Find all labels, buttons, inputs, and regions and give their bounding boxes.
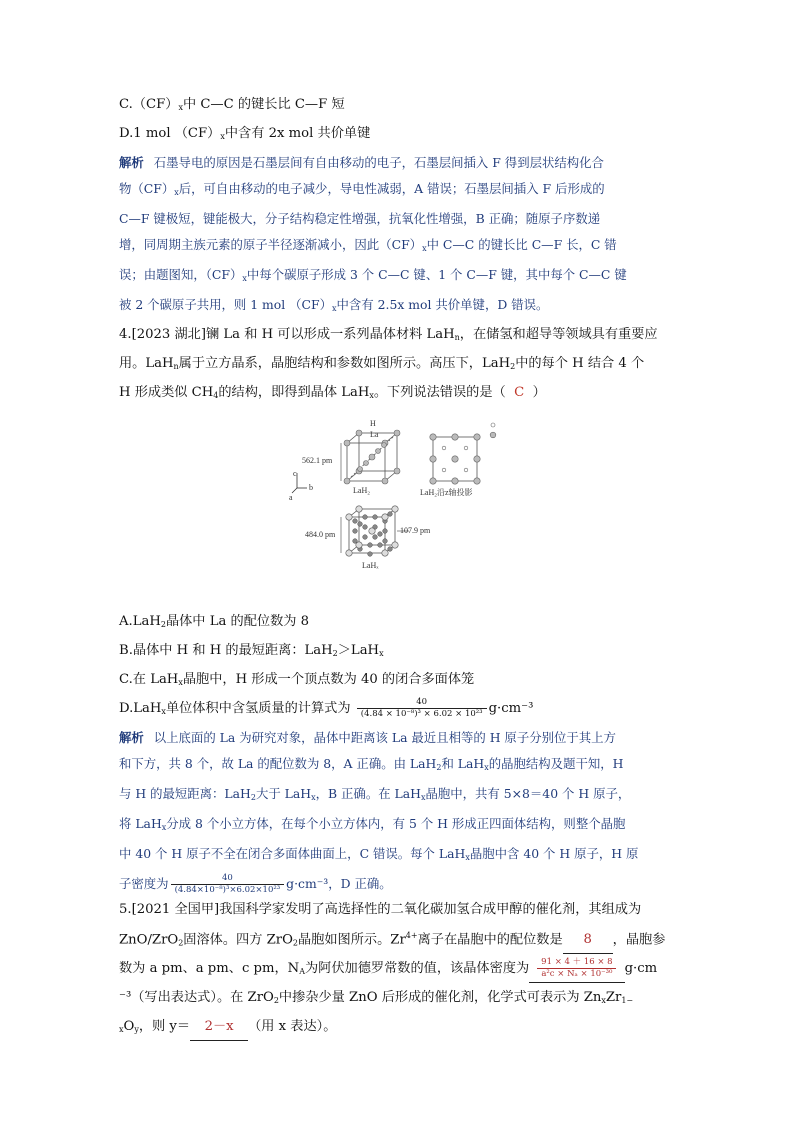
- document-page: [119, 92, 679, 1043]
- legend-h-label: H: [370, 419, 376, 428]
- answer-blank-2[interactable]: [529, 956, 624, 983]
- exp-line: 被 2 个碳原子共用，则 1 mol $(CF)_x$中含有 2.5x mol 共价单键，D 错误。: [119, 297, 549, 313]
- option-b: B.晶体中 H 和 H 的最短距离：LaH$_2$＞LaH$_x$: [119, 643, 384, 658]
- option-c-prev: $C.(CF)_x$中 C—C 的键长比 C—F 短: [119, 97, 345, 112]
- options-q4: [119, 609, 679, 725]
- axis-c-label: c: [293, 469, 297, 478]
- legend: [490, 423, 496, 438]
- explanation-q3: [119, 150, 679, 322]
- param-484-label: 484.0 pm: [305, 530, 336, 539]
- projection-atoms: [430, 434, 480, 484]
- question-5: 5.[2021 全国甲]我国科学家发明了高选择性的二氧化碳加氢合成甲醇的催化剂，其组成为 ZnO/ZrO$_2$固溶体。四方 ZrO$_2$晶胞如图所示。$Zr^{4+}$离子在晶胞中的配位数是 8 ，晶胞参 数为 a pm、a pm、c pm，$N_A$为阿伏加德罗常数的值，该晶体密度为 $\frac{91 \times 4 + 16 \times 8}{\text{a²c × Nₐ × 10⁻³⁰}}$ g·cm ⁻³（写出表达式）。在 ZrO$_2$中掺杂少量 ZnO 后形成的催化剂，化学式可表示为 $Zn_xZr_{1-}$ $_xO_y$，则 y＝ 2－x （用 x 表达）。: [119, 897, 679, 1043]
- axis-b-label: b: [309, 483, 313, 492]
- param-562-label: 562.1 pm: [302, 456, 333, 465]
- option-a: A.LaH$_2$晶体中 La 的配位数为 8: [119, 614, 310, 629]
- exp-line: C—F 键极短，键能极大，分子结构稳定性增强，抗氧化性增强，B 正确；随原子序数递: [119, 211, 601, 226]
- answer-blank-3[interactable]: 2－x: [190, 1014, 248, 1041]
- option-c: C.在 LaH$_x$晶胞中，H 形成一个顶点数为 40 的闭合多面体笼: [119, 672, 475, 687]
- projection-label: LaH₂沿z轴投影: [420, 488, 473, 497]
- crystal-structure-figure: [119, 413, 679, 603]
- fraction-exp4: $\frac{40}{\text{(4.84×10⁻⁸)³×6.02×10²³}}$: [171, 873, 285, 896]
- lah2-label: LaH₂: [353, 486, 371, 495]
- legend-la-label: La: [370, 430, 379, 439]
- option-d: D.LaH$_x$单位体积中含氢质量的计算式为 $\frac{40}{\text{(4.84 × 10⁻⁸)³ × 6.02 × 10²³}}$ g·cm⁻³: [119, 697, 534, 719]
- exp-line: 误；由题图知，$(CF)_x$中每个碳原子形成 3 个 C—C 键、1 个 C—F 键，其中每个 C—C 键: [119, 267, 627, 283]
- fraction-option-d: $\frac{40}{\text{(4.84 × 10⁻⁸)³ × 6.02 × 10²³}}$: [357, 697, 487, 720]
- option-d-prev: D.1 mol $(CF)_x$中含有 2x mol 共价单键: [119, 126, 371, 141]
- explanation-q4: 解析 以上底面的 La 为研究对象，晶体中距离该 La 最近且相等的 H 原子分别位于其上方 和下方，共 8 个，故 La 的配位数为 8，A 正确。由 LaH$_2$和 LaH$_x$的晶胞结构及题干知，H 与 H 的最短距离：LaH$_2$大于 LaH$_x$，B 正确。在 LaH$_x$晶胞中，共有 5×8＝40 个 H 原子， 将 LaH$_x$分成 8 个小立方体，在每个小立方体内，有 5 个 H 形成正四面体结构，则整个晶胞 中 40 个 H 原子不全在闭合多面体曲面上，C 错误。每个 LaH$_x$晶胞中含 40 个 H 原子，H 原 子密度为 $\frac{40}{\text{(4.84×10⁻⁸)³×6.02×10²³}}$ g·cm⁻³，D 正确。: [119, 730, 639, 895]
- axis-a-label: a: [289, 493, 293, 502]
- param-107-label: 107.9 pm: [400, 526, 431, 535]
- lahx-label: LaHₓ: [362, 561, 379, 570]
- answer-blank-1[interactable]: 8: [563, 927, 613, 954]
- exp-line: 物$(CF)_x$后，可自由移动的电子减少，导电性减弱，A 错误；石墨层间插入 F 后形成的: [119, 181, 605, 197]
- question-4: 4.[2023 湖北]镧 La 和 H 可以形成一系列晶体材料 LaH$_n$，在储氢和超导等领域具有重要应 用。LaH$_n$属于立方晶系，晶胞结构和参数如图所示。高压下，LaH$_2$中的每个 H 结合 4 个 H 形成类似 $CH_4$的结构，即得到晶体 LaH$_x$。下列说法错误的是（ C ）: [119, 327, 658, 400]
- crystal-diagram: [119, 413, 679, 603]
- fraction-answer: $\frac{91 \times 4 + 16 \times 8}{\text{a²c × Nₐ × 10⁻³⁰}}$: [537, 957, 616, 980]
- answer-q4: C: [514, 385, 525, 400]
- exp-line: 解析 石墨导电的原因是石墨层间有自由移动的电子，石墨层间插入 F 得到层状结构化合: [119, 155, 604, 170]
- exp-line: 增，同周期主族元素的原子半径逐渐减小，因此$(CF)_x$中 C—C 的键长比 C—F 长，C 错: [119, 237, 617, 253]
